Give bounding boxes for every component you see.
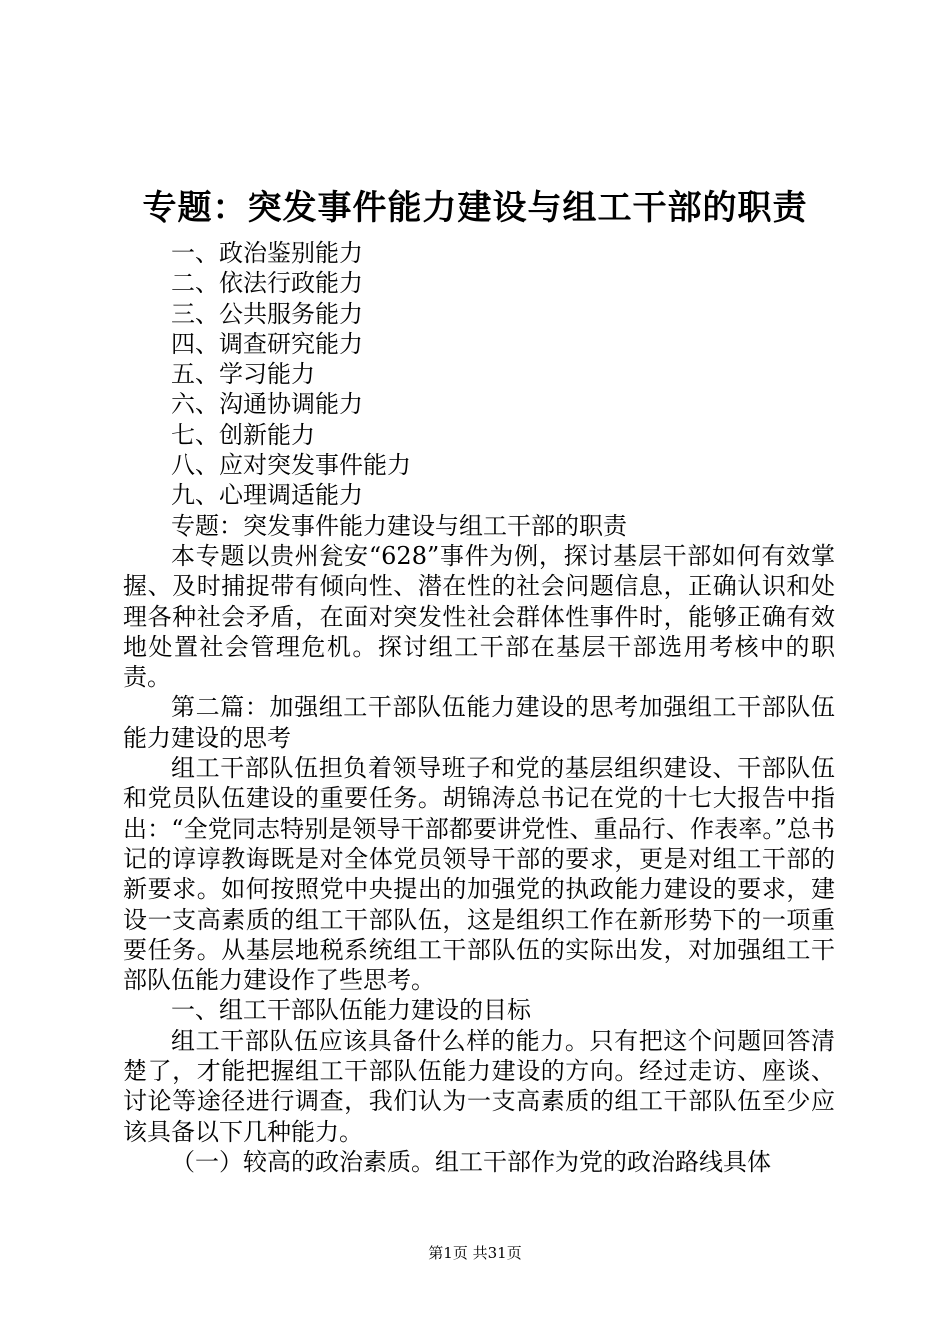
toc-item: 五、学习能力 [171, 360, 315, 389]
section-heading: 第二篇：加强组工干部队伍能力建设的思考加强组工干部队伍能力建设的思考 [123, 693, 835, 752]
toc-item: 三、公共服务能力 [171, 299, 363, 328]
toc-item: 六、沟通协调能力 [171, 390, 363, 419]
toc-item: 七、创新能力 [171, 420, 315, 449]
body-paragraph: 组工干部队伍应该具备什么样的能力。只有把这个问题回答清楚了，才能把握组工干部队伍能力建设的方向。经过走访、座谈、讨论等途径进行调查，我们认为一支高素质的组工干部队伍至少应该具备以下几种能力。 [123, 1026, 835, 1146]
section-heading: 一、组工干部队伍能力建设的目标 [171, 996, 531, 1025]
toc-item: 二、依法行政能力 [171, 269, 363, 298]
toc-item: 一、政治鉴别能力 [171, 239, 363, 267]
toc-item: 八、应对突发事件能力 [171, 451, 411, 480]
body-paragraph: （一）较高的政治素质。组工干部作为党的政治路线具体 [171, 1147, 771, 1176]
document-title: 专题：突发事件能力建设与组工干部的职责 [142, 188, 808, 228]
page-footer: 第1页 共31页 [428, 1244, 522, 1262]
body-paragraph: 本专题以贵州瓮安“628”事件为例，探讨基层干部如何有效掌握、及时捕捉带有倾向性、潜在性的社会问题信息，正确认识和处理各种社会矛盾，在面对突发性社会群体性事件时，能够正确有效地处置社会管理危机。探讨组工干部在基层干部选用考核中的职责。 [123, 541, 835, 692]
body-paragraph: 组工干部队伍担负着领导班子和党的基层组织建设、干部队伍和党员队伍建设的重要任务。胡锦涛总书记在党的十七大报告中指出：“全党同志特别是领导干部都要讲党性、重品行、作表率。”总书记的谆谆教诲既是对全体党员领导干部的要求，更是对组工干部的新要求。如何按照党中央提出的加强党的执政能力建设的要求，建设一支高素质的组工干部队伍，这是组织工作在新形势下的一项重要任务。从基层地税系统组工干部队伍的实际出发，对加强组工干部队伍能力建设作了些思考。 [123, 754, 835, 995]
document-body [123, 238, 835, 1177]
section-heading: 专题：突发事件能力建设与组工干部的职责 [171, 511, 627, 540]
toc-item: 九、心理调适能力 [171, 481, 363, 510]
toc-item: 四、调查研究能力 [171, 329, 363, 358]
